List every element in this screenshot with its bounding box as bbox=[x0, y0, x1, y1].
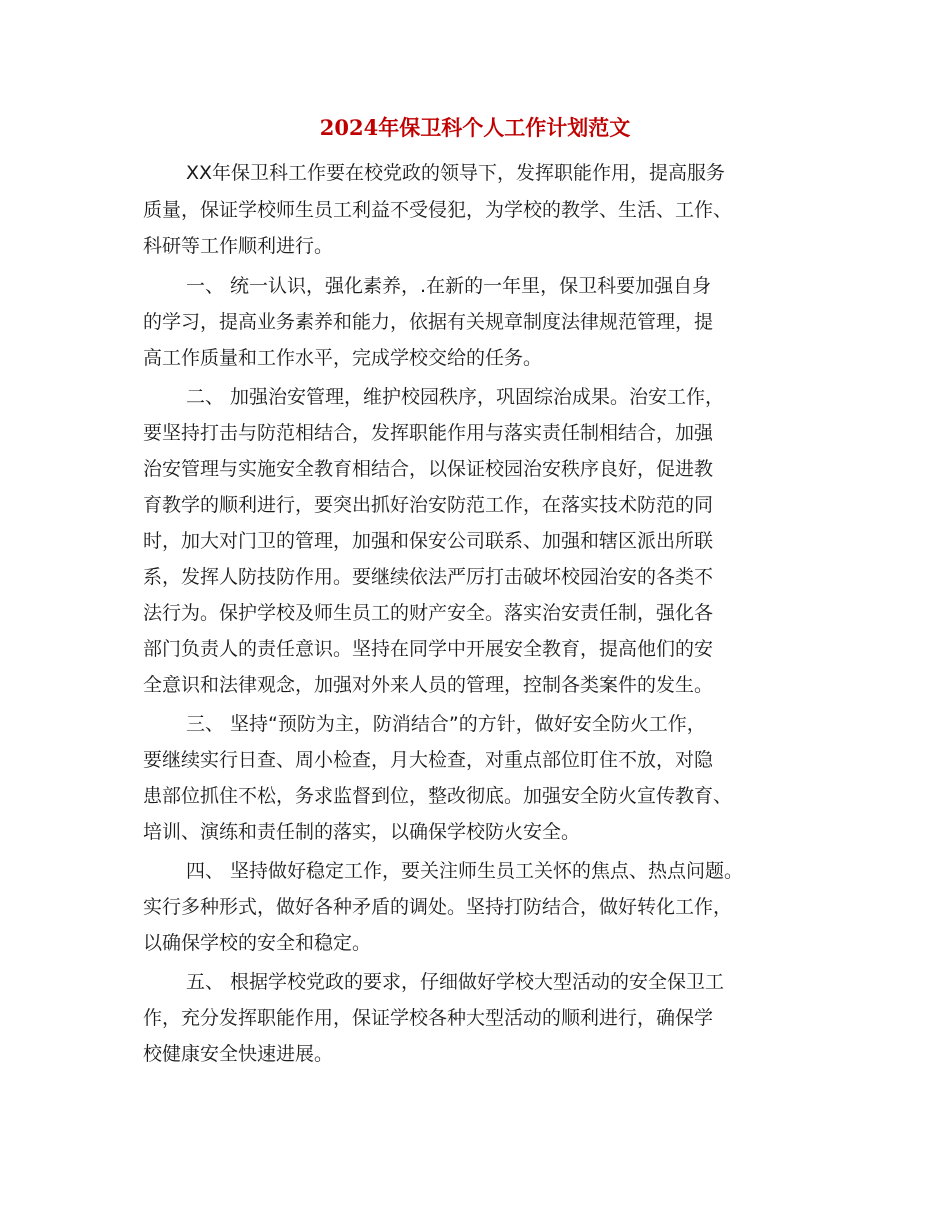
text-line: 质量，保证学校师生员工利益不受侵犯，为学校的教学、生活、工作、 bbox=[143, 199, 733, 221]
document-title: 2024年保卫科个人工作计划范文 bbox=[319, 115, 631, 140]
text-line: 二、 加强治安管理，维护校园秩序，巩固综治成果。治安工作， bbox=[186, 386, 725, 408]
text-line: 要继续实行日查、周小检查，月大检查，对重点部位盯住不放，对隐 bbox=[143, 749, 714, 771]
text-line: 作，充分发挥职能作用，保证学校各种大型活动的顺利进行，确保学 bbox=[143, 1007, 714, 1029]
text-line: 系，发挥人防技防作用。要继续依法严厉打击破坏校园治安的各类不 bbox=[143, 566, 714, 588]
text-line: 部门负责人的责任意识。坚持在同学中开展安全教育，提高他们的安 bbox=[143, 638, 714, 660]
text-line: 三、 坚持“预防为主，防消结合”的方针，做好安全防火工作， bbox=[186, 713, 706, 735]
text-line: 法行为。保护学校及师生员工的财产安全。落实治安责任制，强化各 bbox=[143, 602, 714, 624]
text-line: 要坚持打击与防范相结合，发挥职能作用与落实责任制相结合，加强 bbox=[143, 422, 714, 444]
text-line: 校健康安全快速进展。 bbox=[143, 1043, 334, 1065]
text-line: 患部位抓住不松，务求监督到位，整改彻底。加强安全防火宣传教育、 bbox=[143, 785, 733, 807]
text-line: 以确保学校的安全和稳定。 bbox=[143, 932, 372, 954]
text-line: 治安管理与实施安全教育相结合，以保证校园治安秩序良好，促进教 bbox=[143, 458, 714, 480]
text-line: 全意识和法律观念，加强对外来人员的管理，控制各类案件的发生。 bbox=[143, 674, 714, 696]
text-line: 一、 统一认识，强化素养，.在新的一年里，保卫科要加强自身 bbox=[186, 275, 712, 297]
text-line: 时，加大对门卫的管理，加强和保安公司联系、加强和辖区派出所联 bbox=[143, 530, 714, 552]
text-line: 的学习，提高业务素养和能力，依据有关规章制度法律规范管理，提 bbox=[143, 311, 714, 333]
text-line: 培训、演练和责任制的落实，以确保学校防火安全。 bbox=[143, 821, 581, 843]
text-line: XX年保卫科工作要在校党政的领导下，发挥职能作用，提高服务 bbox=[186, 162, 726, 184]
text-line: 育教学的顺利进行，要突出抓好治安防范工作，在落实技术防范的同 bbox=[143, 494, 714, 516]
text-line: 四、 坚持做好稳定工作，要关注师生员工关怀的焦点、热点问题。 bbox=[186, 860, 744, 882]
text-line: 高工作质量和工作水平，完成学校交给的任务。 bbox=[143, 347, 543, 369]
text-line: 科研等工作顺利进行。 bbox=[143, 235, 334, 257]
text-line: 五、 根据学校党政的要求，仔细做好学校大型活动的安全保卫工 bbox=[186, 971, 725, 993]
text-line: 实行多种形式，做好各种矛盾的调处。坚持打防结合，做好转化工作， bbox=[143, 896, 733, 918]
